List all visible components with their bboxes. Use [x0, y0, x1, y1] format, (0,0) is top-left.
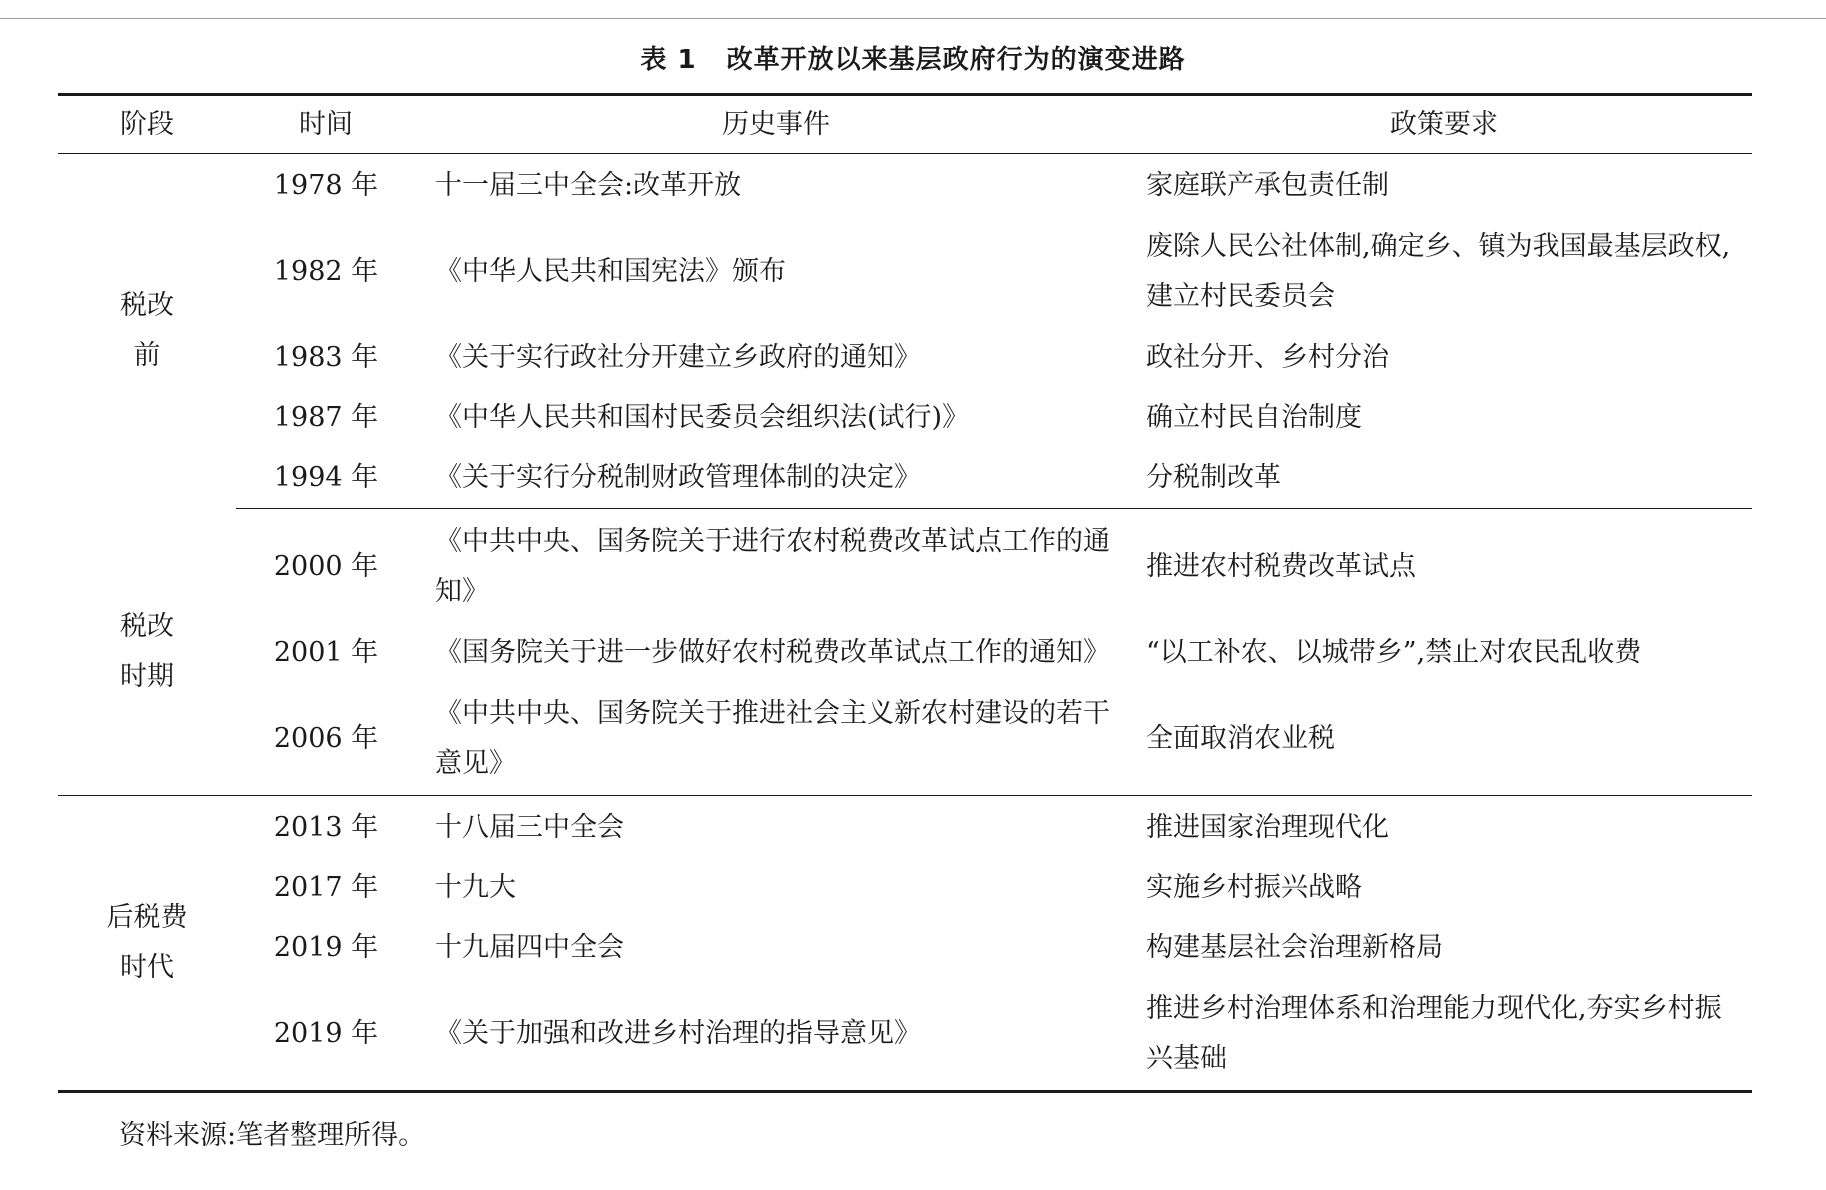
stage-cell: [58, 509, 236, 796]
policy-cell: 废除人民公社体制,确定乡、镇为我国最基层政权,建立村民委员会: [1146, 231, 1731, 312]
event-cell: 十八届三中全会: [435, 812, 624, 843]
table-row: [58, 796, 1752, 859]
policy-cell: 政社分开、乡村分治: [1146, 342, 1389, 373]
policy-cell: 全面取消农业税: [1136, 683, 1752, 796]
stage-cell: [58, 154, 236, 509]
table-row: [58, 683, 1752, 796]
event-cell: 《关于实行分税制财政管理体制的决定》: [416, 448, 1136, 509]
policy-cell: 推进农村税费改革试点: [1146, 551, 1416, 582]
time-cell: 1983 年: [273, 342, 379, 373]
table-row: [58, 448, 1752, 509]
time-cell: 1978 年: [273, 170, 379, 201]
table-row: [58, 216, 1752, 328]
policy-cell: 构建基层社会治理新格局: [1146, 932, 1443, 963]
policy-cell: 分税制改革: [1136, 448, 1752, 509]
event-cell: 《中华人民共和国村民委员会组织法(试行)》: [435, 402, 970, 433]
event-cell: 十一届三中全会:改革开放: [435, 170, 742, 201]
table-row: [58, 623, 1752, 683]
stage-cell: [58, 796, 236, 1092]
time-cell: 2013 年: [273, 812, 379, 843]
time-cell: 2001 年: [273, 637, 379, 668]
time-cell: 1994 年: [236, 448, 416, 509]
event-cell: 十九届四中全会: [435, 932, 624, 963]
stage-label: 税改前: [120, 290, 174, 372]
event-cell: 《中共中央、国务院关于推进社会主义新农村建设的若干意见》: [416, 683, 1136, 796]
table-number: 表 1: [640, 45, 697, 75]
table-row: [58, 978, 1752, 1092]
table-row: [58, 154, 1752, 217]
header-time: 时间: [299, 108, 353, 140]
event-cell: 《关于加强和改进乡村治理的指导意见》: [416, 978, 1136, 1092]
time-cell: 2000 年: [273, 551, 379, 582]
policy-cell: 推进国家治理现代化: [1146, 812, 1389, 843]
header-event: 历史事件: [722, 108, 830, 140]
policy-cell: 实施乡村振兴战略: [1146, 872, 1362, 903]
time-cell: 2019 年: [236, 978, 416, 1092]
header-policy: 政策要求: [1390, 108, 1498, 140]
event-cell: 《关于实行政社分开建立乡政府的通知》: [435, 342, 921, 373]
event-cell: 《中共中央、国务院关于进行农村税费改革试点工作的通知》: [435, 526, 1110, 607]
table-row: [58, 509, 1752, 624]
time-cell: 2017 年: [273, 872, 379, 903]
time-cell: 1987 年: [273, 402, 379, 433]
time-cell: 2006 年: [236, 683, 416, 796]
table-row: [58, 918, 1752, 978]
stage-label: 后税费时代: [106, 902, 188, 983]
policy-cell: 推进乡村治理体系和治理能力现代化,夯实乡村振兴基础: [1136, 978, 1752, 1092]
table-row: [58, 328, 1752, 388]
event-cell: 十九大: [435, 872, 516, 903]
header-stage: 阶段: [120, 108, 174, 140]
table-row: [58, 388, 1752, 448]
event-cell: 《中华人民共和国宪法》颁布: [435, 256, 786, 287]
stage-label: 税改时期: [120, 610, 174, 692]
source-note: 资料来源:笔者整理所得。: [119, 1120, 426, 1151]
table-row: [58, 858, 1752, 918]
policy-cell: 家庭联产承包责任制: [1146, 170, 1389, 201]
time-cell: 2019 年: [273, 932, 379, 963]
policy-evolution-table: [58, 93, 1752, 1093]
event-cell: 《国务院关于进一步做好农村税费改革试点工作的通知》: [435, 637, 1110, 668]
header-row: [58, 95, 1752, 154]
table-caption: [0, 42, 1826, 78]
policy-cell: 确立村民自治制度: [1146, 402, 1362, 433]
top-rule: [0, 18, 1826, 19]
time-cell: 1982 年: [273, 256, 379, 287]
table-title: 改革开放以来基层政府行为的演变进路: [726, 45, 1186, 75]
policy-cell: “以工补农、以城带乡”,禁止对农民乱收费: [1146, 637, 1642, 668]
